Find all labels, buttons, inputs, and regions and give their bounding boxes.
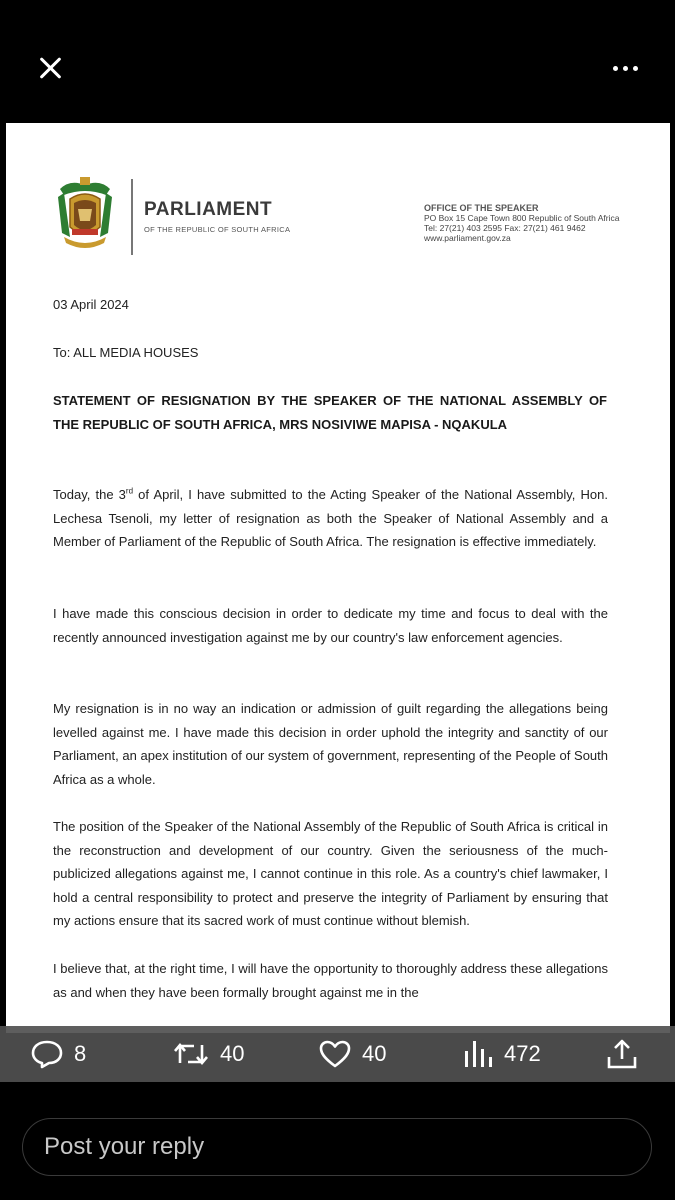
org-name: PARLIAMENT [144,199,273,220]
repost-icon [172,1039,210,1069]
more-icon[interactable] [605,58,645,78]
paragraph-2: I have made this conscious decision in order to dedicate my time and focus to deal with the recently announced investigation against me by our country's law enforcement agencies. [53,606,608,645]
reply-count: 8 [74,1041,87,1066]
office-line: Tel: 27(21) 403 2595 Fax: 27(21) 461 9462 [424,223,586,233]
reply-input[interactable]: Post your reply [22,1118,652,1176]
reply-button[interactable] [30,1026,86,1082]
letter-recipient: To: ALL MEDIA HOUSES [53,345,199,360]
office-line: PO Box 15 Cape Town 800 Republic of South Africa [424,213,620,223]
share-icon [606,1038,638,1070]
p1-start: Today, the 3 [53,487,126,502]
p1-rest: of April, I have submitted to the Acting Speaker of the National Assembly, Hon. Lechesa Tsenoli, my letter of resignation as both the Speaker of National Assembly and a Member of Parliament of the Republic of South Africa. The resignation is effective immediately. [53,487,608,549]
view-count: 472 [504,1041,541,1066]
org-subtitle: OF THE REPUBLIC OF SOUTH AFRICA [144,225,291,234]
like-count: 40 [362,1041,387,1066]
top-bar [0,0,675,120]
letter-title: STATEMENT OF RESIGNATION BY THE SPEAKER OF THE NATIONAL ASSEMBLY OF THE REPUBLIC OF SOUTH AFRICA, MRS NOSIVIWE MAPISA - NQAKULA [53,393,607,432]
paragraph-1 [53,483,608,554]
views-icon [462,1039,494,1069]
letterhead [50,175,650,265]
paragraph-4: The position of the Speaker of the National Assembly of the Republic of South Africa is critical in the reconstruction and development of our country. Given the seriousness of the much-publicized allegations against me, I cannot continue in this role. As a country's chief lawmaker, I hold a central responsibility to protect and preserve the integrity of Parliament by ensuring that my actions ensure that its sacred work of must continue without blemish. [53,819,608,928]
document-image [6,123,670,1033]
repost-button[interactable] [172,1026,244,1082]
letterhead-divider [131,179,133,255]
office-title: OFFICE OF THE SPEAKER [424,203,539,213]
letter-date: 03 April 2024 [53,297,129,312]
reply-icon [30,1039,64,1069]
office-address [424,203,619,243]
coat-of-arms-icon [50,175,120,251]
paragraph-3: My resignation is in no way an indication or admission of guilt regarding the allegations being levelled against me. I have made this decision in order uphold the integrity and sanctity of our Parliament, an apex institution of our system of government, representing of the People of South Africa as a whole. [53,701,608,787]
close-icon[interactable] [30,48,70,88]
share-button[interactable] [606,1026,638,1082]
like-button[interactable] [318,1026,386,1082]
p1-superscript: rd [125,486,134,496]
reply-bar [0,1082,675,1200]
views-button[interactable] [462,1026,541,1082]
office-line: www.parliament.gov.za [424,233,511,243]
paragraph-5: I believe that, at the right time, I will have the opportunity to thoroughly address these allegations as and when they have been formally brought against me in the [53,961,608,1000]
action-bar [0,1026,675,1082]
like-icon [318,1039,352,1069]
repost-count: 40 [220,1041,245,1066]
